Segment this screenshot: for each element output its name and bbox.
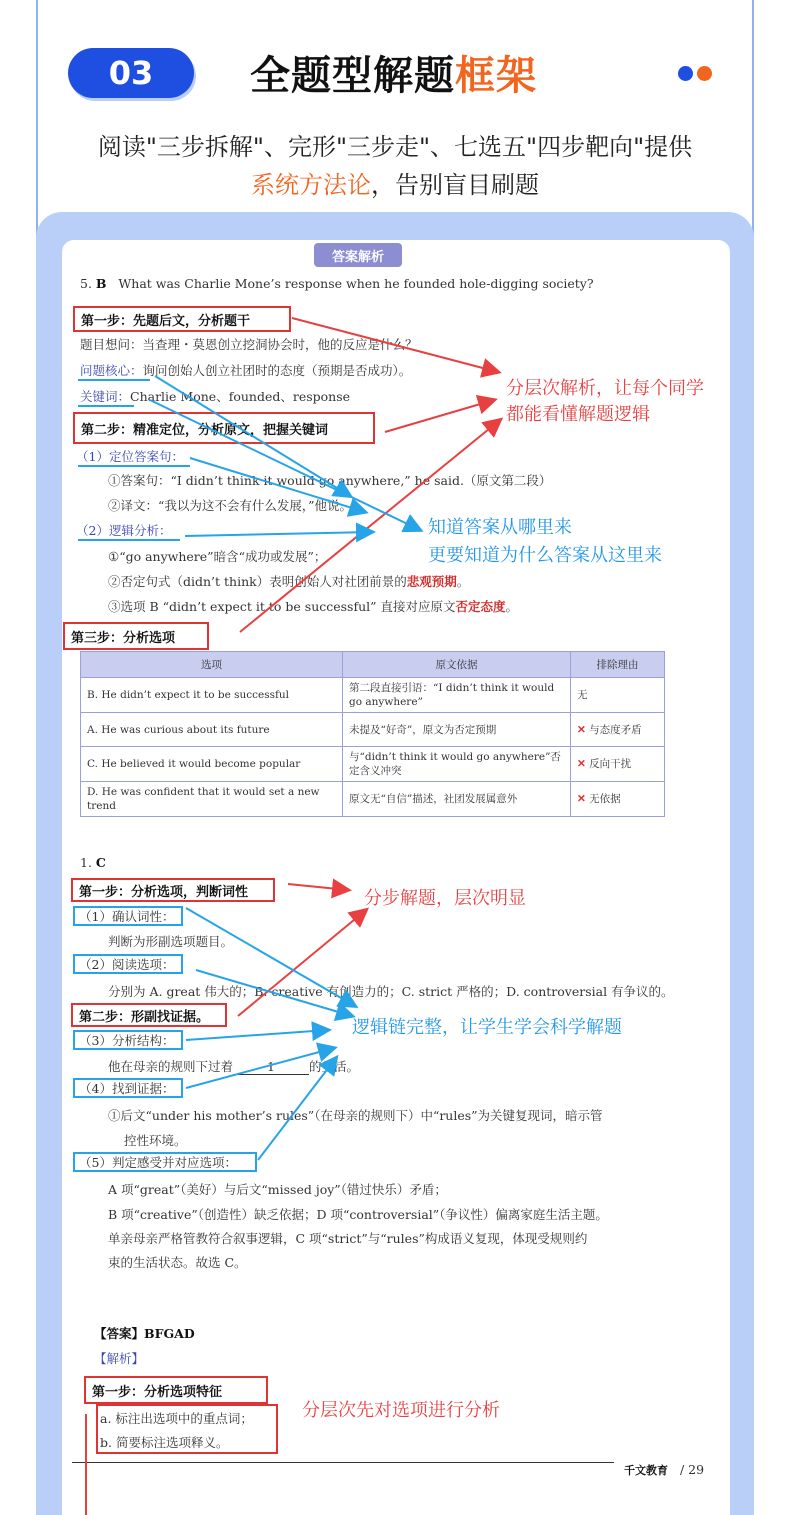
q1-s5-d: 束的生活状态。故选 C。 (108, 1255, 247, 1270)
q7-feature-b: b. 简要标注选项释义。 (100, 1435, 229, 1450)
note-step-by-step: 分步解题，层次明显 (364, 888, 526, 909)
q1-step1-box: 第一步：分析选项，判断词性 (71, 878, 275, 902)
section-subtitle (60, 128, 730, 204)
q5-kw-text: Charlie Mone、founded、response (130, 389, 351, 404)
table-cell-option: D. He was confident that it would set a new trend (81, 782, 343, 817)
q5-core-label: 问题核心： (80, 363, 143, 378)
table-header-basis: 原文依据 (343, 652, 571, 678)
q1-s1-text: 判断为形副选项题目。 (108, 934, 234, 949)
q7-analysis-label: 【解析】 (94, 1351, 145, 1366)
section-title (250, 44, 537, 101)
q5-answer: B (95, 276, 107, 291)
table-cell-option: B. He didn’t expect it to be successful (81, 678, 343, 713)
cross-icon: ✕ (577, 723, 586, 736)
q1-s4-box: （4）找到证据： (73, 1078, 183, 1098)
q5-sub2-c-pre: ③选项 B “didn’t expect it to be successful” 直接对应原文 (108, 599, 456, 614)
q1-s1-box: （1）确认词性： (73, 906, 183, 926)
q1-s2-box: （2）阅读选项： (73, 954, 183, 974)
q1-s2-text: 分别为 A. great 伟大的；B. creative 有创造力的；C. strict 严格的；D. controversial 有争议的。 (108, 984, 674, 999)
table-row (81, 678, 665, 713)
subtitle-line-1: 阅读"三步拆解"、完形"三步走"、七选五"四步靶向"提供 (97, 133, 693, 161)
note-1-line-1: 分层次解析，让每个同学 (506, 378, 704, 399)
q1-number: 1. (80, 855, 92, 870)
q5-sub1-underline (78, 465, 190, 467)
table-reason-text: 无依据 (589, 793, 621, 805)
table-cell-basis: 原文无“自信”描述，社团发展属意外 (343, 782, 571, 817)
section-number-badge: 03 (68, 48, 194, 98)
q1-answer: C (95, 855, 106, 870)
q7-answer: 【答案】BFGAD (94, 1326, 195, 1341)
note-2-line-1: 知道答案从哪里来 (428, 517, 572, 538)
q5-core-underline (78, 379, 150, 381)
q5-sub2-label: （2）逻辑分析： (76, 523, 172, 538)
q5-sub2-a: ①“go anywhere”暗含“成功或发展”； (108, 549, 327, 564)
options-table-header-row (81, 652, 665, 678)
q1-s3-blank: 1 (233, 1059, 309, 1075)
table-cell-reason (571, 678, 665, 713)
table-cell-reason (571, 747, 665, 782)
table-cell-reason (571, 782, 665, 817)
decorative-dots (678, 66, 712, 81)
header (0, 0, 790, 215)
q1-s3-box: （3）分析结构： (73, 1030, 183, 1050)
q5-sub2-underline (78, 539, 180, 541)
q5-step1-box: 第一步：先题后文，分析题干 (73, 306, 291, 332)
q1-s3-text (108, 1057, 359, 1075)
table-cell-basis: 与“didn’t think it would go anywhere”否定含义冲突 (343, 747, 571, 782)
q5-core-text: 询问创始人创立社团时的态度（预期是否成功）。 (142, 363, 412, 378)
q5-kw-label: 关键词： (80, 389, 131, 404)
table-row (81, 747, 665, 782)
q1-step2-box: 第二步：形副找证据。 (71, 1003, 227, 1027)
table-header-reason: 排除理由 (571, 652, 665, 678)
answer-analysis-pill: 答案解析 (314, 243, 402, 267)
table-reason-text: 无 (577, 689, 588, 701)
table-row (81, 782, 665, 817)
q1-heading (80, 855, 106, 870)
q5-question: What was Charlie Mone’s response when he founded hole-digging society? (118, 276, 594, 291)
table-row (81, 713, 665, 747)
q1-s3-post: 的生活。 (309, 1059, 360, 1074)
q5-sub2-b-emphasis: 悲观预期 (406, 574, 457, 589)
title-highlight: 框架 (455, 53, 537, 99)
q5-sub1-b: ②译文：“我以为这不会有什么发展，”他说。 (108, 498, 353, 513)
q5-sub1-a: ①答案句：“I didn’t think it would go anywhere,” he said.（原文第二段） (108, 473, 552, 488)
q5-sub2-b (108, 572, 469, 590)
q1-s5-c: 单亲母亲严格管教符合叙事逻辑，C 项“strict”与“rules”构成语义复现，体现受规则约 (108, 1231, 588, 1246)
table-reason-text: 反向干扰 (589, 758, 632, 770)
cross-icon: ✕ (577, 793, 586, 805)
q1-s5-box: （5）判定感受并对应选项： (73, 1152, 257, 1172)
note-logic-chain: 逻辑链完整，让学生学会科学解题 (352, 1017, 622, 1038)
orange-dot-icon (697, 66, 712, 81)
footer-rule (72, 1462, 614, 1463)
table-cell-option: A. He was curious about its future (81, 713, 343, 747)
note-2-line-2: 更要知道为什么答案从这里来 (428, 545, 662, 566)
q7-feature-a: a. 标注出选项中的重点词； (100, 1411, 253, 1426)
q5-sub2-c (108, 597, 518, 615)
q5-sub2-c-emphasis: 否定态度 (455, 599, 506, 614)
note-option-analysis: 分层次先对选项进行分析 (302, 1400, 500, 1421)
table-cell-basis: 未提及“好奇”，原文为否定预期 (343, 713, 571, 747)
cross-icon: ✕ (577, 758, 586, 770)
options-table (80, 651, 665, 817)
q7-step1-box: 第一步：分析选项特征 (84, 1376, 268, 1404)
q1-s4-text1: ①后文“under his mother’s rules”（在母亲的规则下）中“rules”为关键复现词，暗示管 (108, 1108, 603, 1123)
q5-sub1-label: （1）定位答案句： (76, 449, 184, 464)
q5-sub2-b-post: 。 (456, 574, 470, 589)
subtitle-highlight: 系统方法论 (251, 171, 371, 199)
q5-kw-underline (78, 405, 134, 407)
title-main: 全题型解题 (250, 53, 455, 99)
q5-intent: 题目想问：当查理・莫恩创立挖洞协会时，他的反应是什么？ (80, 337, 418, 352)
q5-number: 5. (80, 276, 92, 291)
table-reason-text: 与态度矛盾 (589, 723, 642, 736)
q5-sub2-c-post: 。 (505, 599, 519, 614)
table-cell-reason (571, 713, 665, 747)
subtitle-line-2 (60, 166, 730, 204)
footer-brand: 千文教育 (624, 1464, 668, 1477)
q5-heading (80, 276, 594, 291)
note-answer-source (428, 514, 662, 570)
q5-sub2-b-pre: ②否定句式（didn’t think）表明创始人对社团前景的 (108, 574, 407, 589)
q5-step2-box: 第二步：精准定位，分析原文，把握关键词 (73, 412, 375, 444)
blue-dot-icon (678, 66, 693, 81)
page-number: / 29 (680, 1462, 705, 1477)
q1-s5-a: A 项“great”（美好）与后文“missed joy”（错过快乐）矛盾； (108, 1182, 447, 1197)
table-cell-option: C. He believed it would become popular (81, 747, 343, 782)
q5-keywords (80, 387, 350, 405)
q1-s4-text2: 控性环境。 (124, 1133, 187, 1148)
table-cell-basis: 第二段直接引语：“I didn’t think it would go anywhere” (343, 678, 571, 713)
note-1-line-2: 都能看懂解题逻辑 (506, 404, 650, 425)
q1-s3-pre: 他在母亲的规则下过着 (108, 1059, 234, 1074)
q5-core (80, 361, 411, 379)
note-layered-analysis (506, 376, 704, 428)
table-header-option: 选项 (81, 652, 343, 678)
subtitle-line-2-rest: ，告别盲目刷题 (371, 171, 539, 199)
q5-step3-box: 第三步：分析选项 (63, 622, 209, 650)
q1-s5-b: B 项“creative”（创造性）缺乏依据；D 项“controversial”（争议性）偏离家庭生活主题。 (108, 1207, 608, 1222)
